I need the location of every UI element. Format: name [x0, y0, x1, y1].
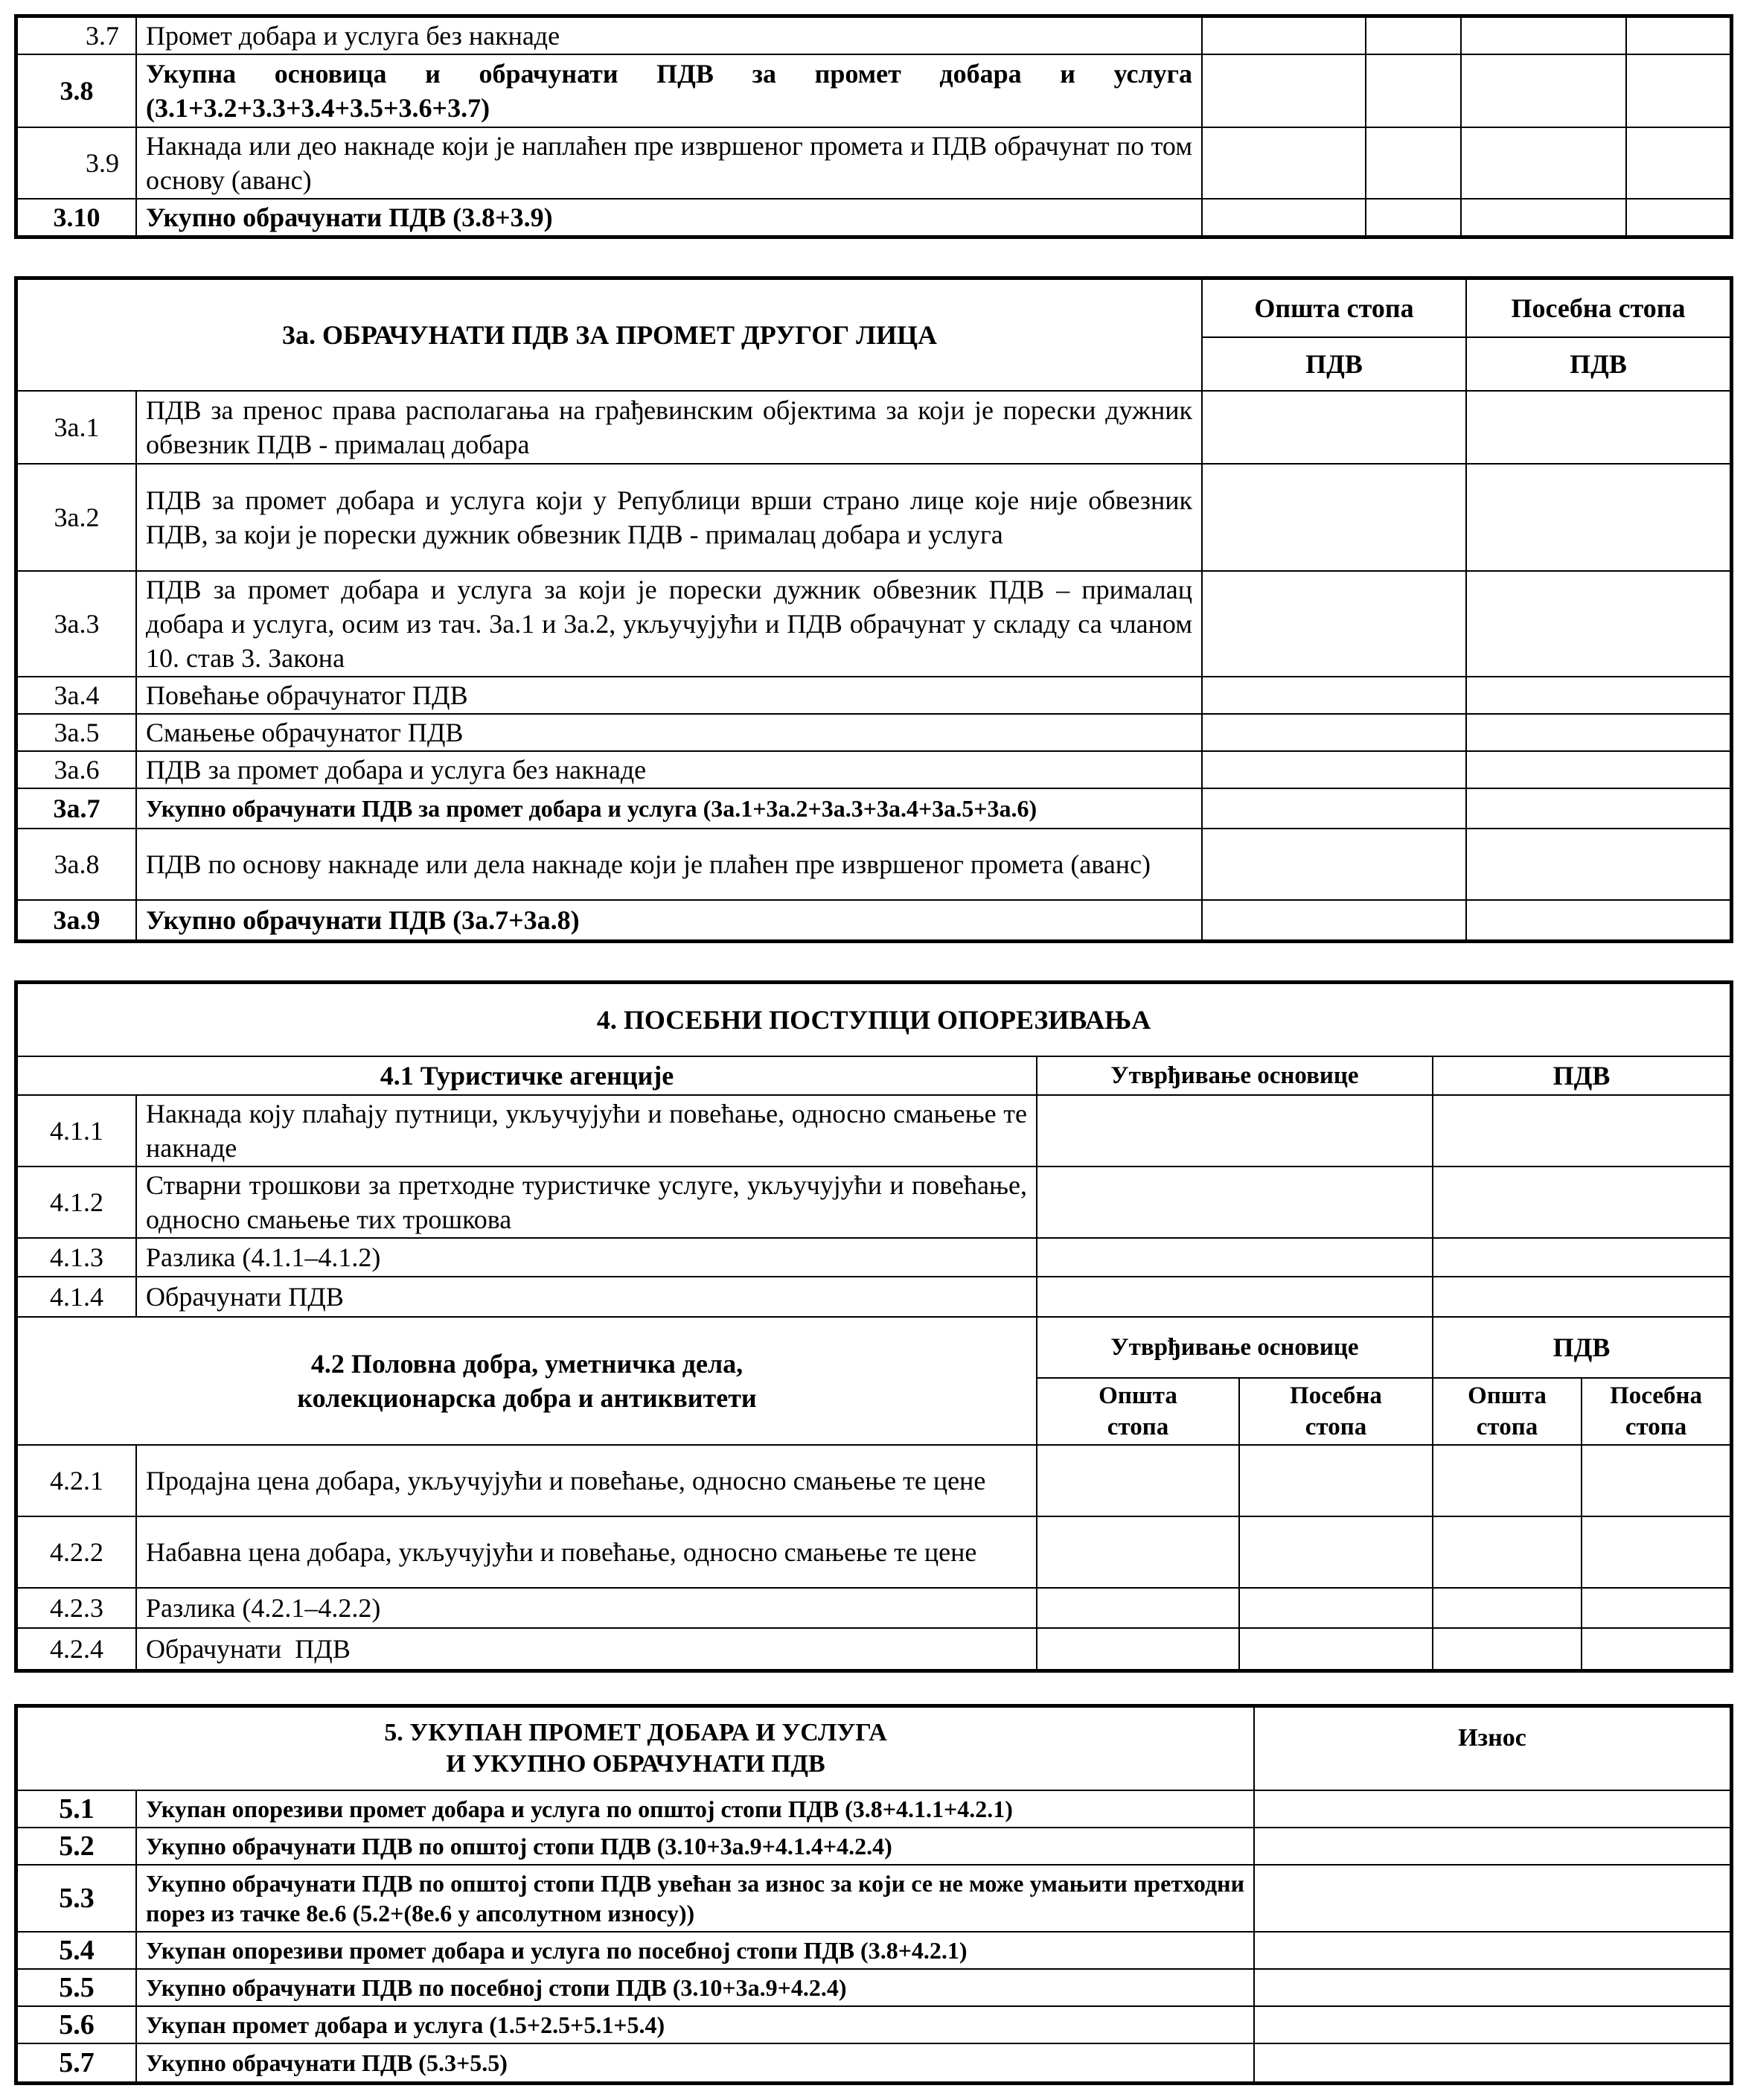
- subsection-4-2-title-line2: колекционарска добра и антиквитети: [297, 1383, 757, 1413]
- row-number: 3а.7: [17, 788, 136, 829]
- value-cell[interactable]: [1433, 1238, 1730, 1277]
- column-header-general-rate: Општа стопа: [1202, 279, 1466, 337]
- table-row: [17, 391, 1730, 464]
- row-description: Укупно обрачунати ПДВ по општој стопи ПДВ (3.10+3а.9+4.1.4+4.2.4): [136, 1828, 1254, 1865]
- section-5-title-line2: И УКУПНО ОБРАЧУНАТИ ПДВ: [446, 1750, 825, 1778]
- section-5-title: [17, 1707, 1254, 1790]
- row-description: ПДВ за промет добара и услуга који у Републици врши страно лице које није обвезник ПДВ, за који је порески дужник обвезник ПДВ - прималац добара и услуга: [136, 464, 1202, 571]
- value-cell[interactable]: [1466, 571, 1730, 677]
- value-cell[interactable]: [1461, 127, 1626, 199]
- section-5-table: [16, 1706, 1731, 2083]
- value-cell[interactable]: [1626, 127, 1730, 199]
- column-header-amount: Износ: [1254, 1707, 1730, 1790]
- value-cell[interactable]: [1366, 17, 1461, 54]
- table-row: [17, 199, 1730, 236]
- section-3a-title: 3а. ОБРАЧУНАТИ ПДВ ЗА ПРОМЕТ ДРУГОГ ЛИЦА: [17, 279, 1202, 391]
- row-number: 4.2.1: [17, 1445, 136, 1516]
- row-number: 5.7: [17, 2043, 136, 2082]
- value-cell[interactable]: [1626, 199, 1730, 236]
- value-cell[interactable]: [1239, 1588, 1433, 1628]
- table-row: [17, 17, 1730, 54]
- value-cell[interactable]: [1254, 2043, 1730, 2082]
- table-row: [17, 1445, 1730, 1516]
- table-row: [17, 714, 1730, 751]
- value-cell[interactable]: [1202, 127, 1366, 199]
- table-row: [17, 464, 1730, 571]
- value-cell[interactable]: [1461, 54, 1626, 127]
- subsection-4-2-title: [17, 1317, 1037, 1445]
- column-header-special-rate: Посебна стопа: [1466, 279, 1730, 337]
- value-cell[interactable]: [1466, 714, 1730, 751]
- value-cell[interactable]: [1466, 464, 1730, 571]
- table-row: [17, 1932, 1730, 1969]
- row-description: Укупан промет добара и услуга (1.5+2.5+5.1+5.4): [136, 2006, 1254, 2043]
- table-row: [17, 2043, 1730, 2082]
- value-cell[interactable]: [1037, 1516, 1239, 1588]
- row-description: Накнада коју плаћају путници, укључујући и повећање, односно смањење те накнаде: [136, 1095, 1037, 1167]
- value-cell[interactable]: [1254, 2006, 1730, 2043]
- row-number: 3а.6: [17, 751, 136, 788]
- value-cell[interactable]: [1202, 677, 1466, 714]
- value-cell[interactable]: [1202, 464, 1466, 571]
- value-cell[interactable]: [1202, 751, 1466, 788]
- row-description: Смањење обрачунатог ПДВ: [136, 714, 1202, 751]
- row-number: 3а.1: [17, 391, 136, 464]
- value-cell[interactable]: [1582, 1588, 1730, 1628]
- section-3-table: [16, 16, 1731, 237]
- row-description: Укупно обрачунати ПДВ (3а.7+3а.8): [136, 900, 1202, 940]
- value-cell[interactable]: [1466, 391, 1730, 464]
- section-5-title-line1: 5. УКУПАН ПРОМЕТ ДОБАРА И УСЛУГА: [384, 1719, 887, 1746]
- column-subheader-general-rate: Општа стопа: [1037, 1378, 1239, 1445]
- value-cell[interactable]: [1366, 127, 1461, 199]
- row-number: 4.1.1: [17, 1095, 136, 1167]
- table-row: [17, 1828, 1730, 1865]
- subsection-4-2-title-line1: 4.2 Половна добра, уметничка дела,: [310, 1349, 744, 1379]
- row-description: Промет добара и услуга без накнаде: [136, 17, 1202, 54]
- value-cell[interactable]: [1626, 54, 1730, 127]
- row-number: 3.10: [17, 199, 136, 236]
- column-header-vat: ПДВ: [1433, 1317, 1730, 1378]
- value-cell[interactable]: [1202, 54, 1366, 127]
- value-cell[interactable]: [1466, 788, 1730, 829]
- value-cell[interactable]: [1254, 1828, 1730, 1865]
- column-subheader-vat: ПДВ: [1466, 337, 1730, 391]
- value-cell[interactable]: [1037, 1277, 1433, 1317]
- table-row: [17, 1588, 1730, 1628]
- row-number: 3а.8: [17, 829, 136, 900]
- section-4-title: 4. ПОСЕБНИ ПОСТУПЦИ ОПОРЕЗИВАЊА: [17, 983, 1730, 1056]
- value-cell[interactable]: [1466, 900, 1730, 940]
- row-description: Набавна цена добара, укључујући и повећање, односно смањење те цене: [136, 1516, 1037, 1588]
- row-description: Обрачунати ПДВ: [136, 1628, 1037, 1670]
- table-row: [17, 677, 1730, 714]
- value-cell[interactable]: [1433, 1167, 1730, 1238]
- table-row: [17, 1516, 1730, 1588]
- row-description: Продајна цена добара, укључујући и повећање, односно смањење те цене: [136, 1445, 1037, 1516]
- subsection-4-1-title: 4.1 Туристичке агенције: [17, 1056, 1037, 1095]
- value-cell[interactable]: [1366, 199, 1461, 236]
- value-cell[interactable]: [1466, 677, 1730, 714]
- value-cell[interactable]: [1037, 1167, 1433, 1238]
- row-description: ПДВ за пренос права располагања на грађевинским објектима за који је порески дужник обвезник ПДВ - прималац добара: [136, 391, 1202, 464]
- value-cell[interactable]: [1433, 1445, 1582, 1516]
- value-cell[interactable]: [1582, 1628, 1730, 1670]
- row-number: 4.1.4: [17, 1277, 136, 1317]
- row-number: 3.7: [17, 17, 136, 54]
- row-number: 5.1: [17, 1790, 136, 1828]
- row-description: Укупно обрачунати ПДВ (5.3+5.5): [136, 2043, 1254, 2082]
- value-cell[interactable]: [1461, 17, 1626, 54]
- column-subheader-vat: ПДВ: [1202, 337, 1466, 391]
- value-cell[interactable]: [1037, 1095, 1433, 1167]
- table-row: [17, 788, 1730, 829]
- value-cell[interactable]: [1433, 1277, 1730, 1317]
- row-description: Разлика (4.2.1–4.2.2): [136, 1588, 1037, 1628]
- value-cell[interactable]: [1202, 829, 1466, 900]
- value-cell[interactable]: [1239, 1445, 1433, 1516]
- row-number: 5.6: [17, 2006, 136, 2043]
- row-number: 5.4: [17, 1932, 136, 1969]
- value-cell[interactable]: [1202, 571, 1466, 677]
- value-cell[interactable]: [1202, 788, 1466, 829]
- value-cell[interactable]: [1366, 54, 1461, 127]
- value-cell[interactable]: [1466, 751, 1730, 788]
- value-cell[interactable]: [1202, 714, 1466, 751]
- table-row: [17, 2006, 1730, 2043]
- table-row: [17, 54, 1730, 127]
- row-description: Укупан опорезиви промет добара и услуга по посебној стопи ПДВ (3.8+4.2.1): [136, 1932, 1254, 1969]
- table-row: [17, 127, 1730, 199]
- row-number: 3.8: [17, 54, 136, 127]
- value-cell[interactable]: [1037, 1628, 1239, 1670]
- value-cell[interactable]: [1202, 17, 1366, 54]
- value-cell[interactable]: [1202, 391, 1466, 464]
- row-description: Укупна основица и обрачунати ПДВ за промет добара и услуга (3.1+3.2+3.3+3.4+3.5+3.6+3.7): [136, 54, 1202, 127]
- value-cell[interactable]: [1202, 199, 1366, 236]
- table-row: [17, 829, 1730, 900]
- row-number: 4.2.2: [17, 1516, 136, 1588]
- row-number: 4.2.4: [17, 1628, 136, 1670]
- row-description: Стварни трошкови за претходне туристичке услуге, укључујући и повећање, односно смањење тих трошкова: [136, 1167, 1037, 1238]
- row-number: 3а.5: [17, 714, 136, 751]
- table-row: [17, 1238, 1730, 1277]
- table-row: [17, 1790, 1730, 1828]
- table-row: [17, 1095, 1730, 1167]
- value-cell[interactable]: [1254, 1790, 1730, 1828]
- value-cell[interactable]: [1433, 1516, 1582, 1588]
- row-number: 3а.2: [17, 464, 136, 571]
- column-header-vat: ПДВ: [1433, 1056, 1730, 1095]
- value-cell[interactable]: [1626, 17, 1730, 54]
- table-row: [17, 900, 1730, 940]
- column-header-base: Утврђивање основице: [1037, 1317, 1433, 1378]
- table-row: [17, 1628, 1730, 1670]
- section-4-table: [16, 983, 1731, 1670]
- value-cell[interactable]: [1466, 829, 1730, 900]
- row-description: Укупно обрачунати ПДВ за промет добара и услуга (3а.1+3а.2+3а.3+3а.4+3а.5+3а.6): [136, 788, 1202, 829]
- row-description: Укупно обрачунати ПДВ по посебној стопи ПДВ (3.10+3а.9+4.2.4): [136, 1969, 1254, 2006]
- row-description: Обрачунати ПДВ: [136, 1277, 1037, 1317]
- value-cell[interactable]: [1037, 1445, 1239, 1516]
- row-number: 4.1.2: [17, 1167, 136, 1238]
- table-row: [17, 1277, 1730, 1317]
- value-cell[interactable]: [1582, 1516, 1730, 1588]
- table-row: [17, 1167, 1730, 1238]
- row-description: ПДВ по основу накнаде или дела накнаде који је плаћен пре извршеног промета (аванс): [136, 829, 1202, 900]
- row-number: 3а.3: [17, 571, 136, 677]
- value-cell[interactable]: [1254, 1969, 1730, 2006]
- row-description: Укупан опорезиви промет добара и услуга по општој стопи ПДВ (3.8+4.1.1+4.2.1): [136, 1790, 1254, 1828]
- value-cell[interactable]: [1037, 1238, 1433, 1277]
- row-number: 5.5: [17, 1969, 136, 2006]
- value-cell[interactable]: [1254, 1932, 1730, 1969]
- value-cell[interactable]: [1433, 1628, 1582, 1670]
- row-number: 3а.4: [17, 677, 136, 714]
- table-row: [17, 571, 1730, 677]
- value-cell[interactable]: [1239, 1516, 1433, 1588]
- row-number: 5.2: [17, 1828, 136, 1865]
- value-cell[interactable]: [1433, 1095, 1730, 1167]
- row-number: 4.2.3: [17, 1588, 136, 1628]
- row-description: Повећање обрачунатог ПДВ: [136, 677, 1202, 714]
- column-subheader-general-rate: Општа стопа: [1433, 1378, 1582, 1445]
- value-cell[interactable]: [1037, 1588, 1239, 1628]
- row-number: 3.9: [17, 127, 136, 199]
- column-subheader-special-rate: Посебна стопа: [1582, 1378, 1730, 1445]
- value-cell[interactable]: [1461, 199, 1626, 236]
- row-number: 4.1.3: [17, 1238, 136, 1277]
- table-row: [17, 1865, 1730, 1932]
- table-row: [17, 751, 1730, 788]
- value-cell[interactable]: [1202, 900, 1466, 940]
- row-description: Разлика (4.1.1–4.1.2): [136, 1238, 1037, 1277]
- value-cell[interactable]: [1254, 1865, 1730, 1932]
- column-subheader-special-rate: Посебна стопа: [1239, 1378, 1433, 1445]
- row-description: ПДВ за промет добара и услуга за који је порески дужник обвезник ПДВ – прималац добара и услуга, осим из тач. 3а.1 и 3а.2, укључујући и ПДВ обрачунат у складу са чланом 10. став 3. Закона: [136, 571, 1202, 677]
- row-description: Накнада или део накнаде који је наплаћен пре извршеног промета и ПДВ обрачунат по том основу (аванс): [136, 127, 1202, 199]
- value-cell[interactable]: [1433, 1588, 1582, 1628]
- table-row: [17, 1969, 1730, 2006]
- row-description: ПДВ за промет добара и услуга без накнаде: [136, 751, 1202, 788]
- row-description: Укупно обрачунати ПДВ по општој стопи ПДВ увећан за износ за који се не може умањити претходни порез из тачке 8е.6 (5.2+(8е.6 у апсолутном износу)): [136, 1865, 1254, 1932]
- row-description: Укупно обрачунати ПДВ (3.8+3.9): [136, 199, 1202, 236]
- value-cell[interactable]: [1239, 1628, 1433, 1670]
- column-header-base: Утврђивање основице: [1037, 1056, 1433, 1095]
- row-number: 3а.9: [17, 900, 136, 940]
- section-3a-table: [16, 278, 1731, 941]
- row-number: 5.3: [17, 1865, 136, 1932]
- value-cell[interactable]: [1582, 1445, 1730, 1516]
